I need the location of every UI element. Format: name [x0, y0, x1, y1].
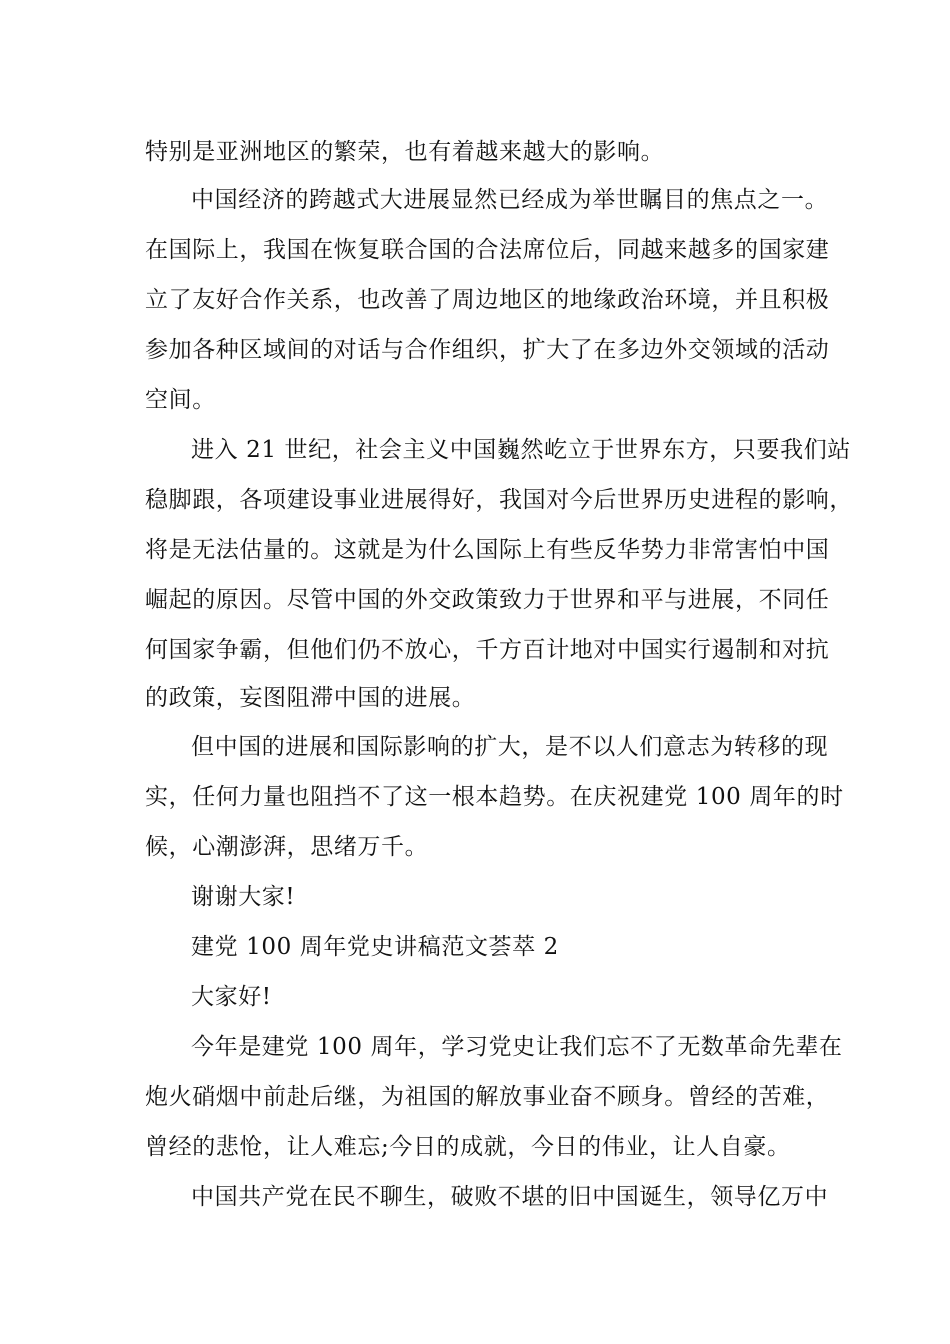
text-line: 崛起的原因。尽管中国的外交政策致力于世界和平与进展，不同任	[145, 587, 830, 613]
section-title: 建党 100 周年党史讲稿范文荟萃 2	[191, 934, 559, 960]
paragraph-line: 中国经济的跨越式大进展显然已经成为举世瞩目的焦点之一。	[191, 187, 829, 213]
text-line: 将是无法估量的。这就是为什么国际上有些反华势力非常害怕中国	[145, 537, 830, 563]
closing-line: 谢谢大家!	[191, 884, 296, 910]
text-line: 立了友好合作关系，也改善了周边地区的地缘政治环境，并且积极	[145, 287, 830, 313]
greeting-line: 大家好!	[191, 984, 272, 1010]
text-line: 空间。	[145, 387, 216, 413]
text-line: 的政策，妄图阻滞中国的进展。	[145, 685, 476, 711]
text-line: 在国际上，我国在恢复联合国的合法席位后，同越来越多的国家建	[145, 237, 830, 263]
text-line: 曾经的悲怆，让人难忘;今日的成就，今日的伟业，让人自豪。	[145, 1134, 791, 1160]
text-line: 候，心潮澎湃，思绪万千。	[145, 834, 429, 860]
text-line: 炮火硝烟中前赴后继，为祖国的解放事业奋不顾身。曾经的苦难，	[145, 1084, 830, 1110]
paragraph-line: 但中国的进展和国际影响的扩大，是不以人们意志为转移的现	[191, 734, 829, 760]
text-line: 何国家争霸，但他们仍不放心，千方百计地对中国实行遏制和对抗	[145, 637, 830, 663]
paragraph-line: 中国共产党在民不聊生，破败不堪的旧中国诞生，领导亿万中	[191, 1184, 829, 1210]
text-line: 特别是亚洲地区的繁荣，也有着越来越大的影响。	[145, 139, 665, 165]
text-line: 参加各种区域间的对话与合作组织，扩大了在多边外交领域的活动	[145, 337, 830, 363]
paragraph-line: 进入 21 世纪，社会主义中国巍然屹立于世界东方，只要我们站	[191, 437, 851, 463]
text-line: 实，任何力量也阻挡不了这一根本趋势。在庆祝建党 100 周年的时	[145, 784, 844, 810]
paragraph-line: 今年是建党 100 周年，学习党史让我们忘不了无数革命先辈在	[191, 1034, 843, 1060]
text-line: 稳脚跟，各项建设事业进展得好，我国对今后世界历史进程的影响，	[145, 487, 853, 513]
